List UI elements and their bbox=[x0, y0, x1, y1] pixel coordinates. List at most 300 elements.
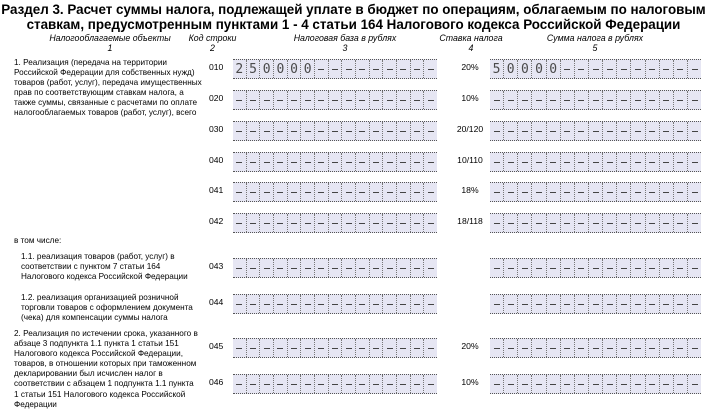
digit-cell bbox=[355, 375, 369, 393]
digit-cell bbox=[300, 339, 314, 357]
digit-cell bbox=[355, 214, 369, 232]
digit-cell bbox=[602, 153, 616, 171]
digit-cell bbox=[503, 183, 517, 201]
digit-cell bbox=[588, 91, 602, 109]
digit-cell bbox=[314, 122, 328, 140]
digit-cell bbox=[560, 122, 574, 140]
digit-cell bbox=[531, 375, 545, 393]
digit-cell bbox=[574, 214, 588, 232]
item-1-description: 1. Реализация (передача на территории Российской Федерации для собственных нужд) товаров (работ, услуг), передача имущественных прав по соответствующим ставкам налога, а также суммы, связанные с расчетами по оплате налогооблагаемых товаров (работ, услуг), всего bbox=[14, 58, 202, 118]
digit-cell bbox=[574, 259, 588, 277]
digit-cell bbox=[503, 153, 517, 171]
item-2-description: 2. Реализация по истечении срока, указанного в абзаце 3 подпункта 1.1 пункта 1 статьи 151 Налогового кодекса Российской Федерации, товаров, в отношении которых при таможенном декларировании был исчислен налог в соответствии с абзацем 1 подпункта 1.1 пункта 1 статьи 151 Налогового кодекса Российской Федерации bbox=[14, 329, 198, 409]
digit-cell bbox=[273, 91, 287, 109]
digit-cell bbox=[287, 214, 301, 232]
digit-cell bbox=[531, 295, 545, 313]
tax-base-field[interactable] bbox=[233, 90, 437, 110]
digit-cell bbox=[659, 214, 673, 232]
tax-base-field[interactable] bbox=[233, 258, 437, 278]
digit-cell bbox=[382, 339, 396, 357]
digit-cell bbox=[273, 259, 287, 277]
digit-cell bbox=[396, 153, 410, 171]
digit-cell bbox=[490, 295, 503, 313]
digit-cell bbox=[616, 60, 630, 78]
digit-cell bbox=[246, 91, 260, 109]
digit-cell bbox=[673, 91, 687, 109]
digit-cell bbox=[369, 214, 383, 232]
digit-cell bbox=[423, 183, 437, 201]
digit-cell bbox=[259, 339, 273, 357]
row-code: 041 bbox=[209, 185, 224, 195]
digit-cell bbox=[410, 375, 424, 393]
digit-cell bbox=[300, 259, 314, 277]
digit-cell bbox=[287, 183, 301, 201]
digit-cell bbox=[630, 214, 644, 232]
digit-cell bbox=[588, 183, 602, 201]
digit-cell bbox=[314, 259, 328, 277]
digit-cell bbox=[645, 122, 659, 140]
digit-cell bbox=[396, 295, 410, 313]
digit-cell bbox=[560, 91, 574, 109]
tax-sum-field[interactable] bbox=[490, 338, 701, 358]
digit-cell bbox=[328, 91, 342, 109]
digit-cell bbox=[423, 375, 437, 393]
digit-cell bbox=[273, 295, 287, 313]
digit-cell bbox=[490, 375, 503, 393]
digit-cell bbox=[382, 259, 396, 277]
tax-base-field[interactable] bbox=[233, 374, 437, 394]
digit-cell bbox=[517, 214, 531, 232]
digit-cell bbox=[341, 375, 355, 393]
digit-cell bbox=[328, 214, 342, 232]
digit-cell bbox=[369, 60, 383, 78]
digit-cell bbox=[503, 375, 517, 393]
row-code: 010 bbox=[209, 62, 224, 72]
digit-cell bbox=[560, 60, 574, 78]
digit-cell bbox=[659, 122, 673, 140]
digit-cell bbox=[531, 214, 545, 232]
digit-cell bbox=[602, 259, 616, 277]
digit-cell bbox=[259, 183, 273, 201]
digit-cell bbox=[382, 153, 396, 171]
digit-cell bbox=[396, 183, 410, 201]
tax-rate: 10/110 bbox=[457, 155, 483, 165]
digit-cell bbox=[616, 183, 630, 201]
digit-cell bbox=[687, 91, 701, 109]
digit-cell bbox=[588, 295, 602, 313]
tax-rate: 20% bbox=[461, 341, 479, 351]
digit-cell bbox=[588, 375, 602, 393]
digit-cell bbox=[630, 295, 644, 313]
digit-cell bbox=[423, 214, 437, 232]
column-header-sum bbox=[520, 33, 670, 53]
digit-cell bbox=[503, 214, 517, 232]
digit-cell bbox=[602, 375, 616, 393]
digit-cell bbox=[423, 295, 437, 313]
digit-cell bbox=[659, 339, 673, 357]
digit-cell bbox=[328, 60, 342, 78]
digit-cell bbox=[287, 259, 301, 277]
digit-cell bbox=[616, 259, 630, 277]
digit-cell bbox=[602, 183, 616, 201]
digit-cell bbox=[341, 295, 355, 313]
column-header-label: Налоговая база в рублях bbox=[293, 33, 397, 43]
digit-cell bbox=[531, 259, 545, 277]
digit-cell bbox=[410, 153, 424, 171]
digit-cell bbox=[410, 295, 424, 313]
digit-cell bbox=[673, 259, 687, 277]
digit-cell bbox=[503, 295, 517, 313]
tax-rate: 18/118 bbox=[457, 216, 483, 226]
digit-cell bbox=[355, 259, 369, 277]
section-title-line-2: ставкам, предусмотренным пунктами 1 - 4 статьи 164 Налогового кодекса Российской Федерации bbox=[26, 17, 681, 32]
digit-cell bbox=[645, 183, 659, 201]
column-header-number: 4 bbox=[468, 43, 474, 53]
digit-cell bbox=[588, 60, 602, 78]
digit-cell bbox=[546, 183, 560, 201]
digit-cell bbox=[546, 153, 560, 171]
digit-cell bbox=[574, 122, 588, 140]
digit-cell bbox=[328, 259, 342, 277]
column-header-number: 5 bbox=[592, 43, 598, 53]
tax-sum-field[interactable] bbox=[490, 121, 701, 141]
digit-cell bbox=[341, 183, 355, 201]
digit-cell bbox=[602, 339, 616, 357]
tax-rate: 18% bbox=[461, 185, 479, 195]
digit-cell bbox=[588, 153, 602, 171]
digit-cell bbox=[328, 295, 342, 313]
tax-rate: 20/120 bbox=[456, 124, 484, 134]
digit-cell bbox=[314, 295, 328, 313]
digit-cell bbox=[233, 259, 246, 277]
digit-cell bbox=[369, 339, 383, 357]
row-code: 045 bbox=[209, 341, 224, 351]
digit-cell bbox=[396, 375, 410, 393]
digit-cell bbox=[546, 91, 560, 109]
digit-cell bbox=[287, 153, 301, 171]
digit-cell bbox=[246, 122, 260, 140]
digit-cell bbox=[259, 375, 273, 393]
tax-base-field[interactable] bbox=[233, 213, 437, 233]
digit-cell bbox=[490, 153, 503, 171]
digit-cell: 0 bbox=[531, 60, 545, 78]
digit-cell bbox=[673, 295, 687, 313]
digit-cell bbox=[503, 122, 517, 140]
digit-cell bbox=[246, 183, 260, 201]
column-header-objects bbox=[30, 33, 190, 53]
tax-base-field[interactable] bbox=[233, 121, 437, 141]
column-header-base bbox=[265, 33, 425, 53]
digit-cell bbox=[602, 214, 616, 232]
digit-cell bbox=[560, 339, 574, 357]
column-header-number: 2 bbox=[210, 43, 215, 53]
digit-cell bbox=[531, 153, 545, 171]
digit-cell bbox=[602, 122, 616, 140]
digit-cell bbox=[410, 122, 424, 140]
digit-cell bbox=[396, 259, 410, 277]
digit-cell bbox=[517, 259, 531, 277]
digit-cell: 0 bbox=[517, 60, 531, 78]
digit-cell bbox=[659, 375, 673, 393]
digit-cell bbox=[259, 122, 273, 140]
digit-cell bbox=[687, 375, 701, 393]
digit-cell bbox=[233, 153, 246, 171]
tax-sum-field[interactable] bbox=[490, 213, 701, 233]
digit-cell bbox=[341, 153, 355, 171]
digit-cell bbox=[396, 91, 410, 109]
digit-cell bbox=[645, 375, 659, 393]
digit-cell bbox=[423, 91, 437, 109]
digit-cell bbox=[233, 122, 246, 140]
tax-sum-field[interactable] bbox=[490, 182, 701, 202]
digit-cell bbox=[259, 259, 273, 277]
digit-cell bbox=[423, 122, 437, 140]
digit-cell bbox=[341, 259, 355, 277]
digit-cell bbox=[687, 214, 701, 232]
digit-cell bbox=[396, 339, 410, 357]
digit-cell bbox=[687, 153, 701, 171]
tax-sum-field[interactable] bbox=[490, 294, 701, 314]
digit-cell bbox=[300, 91, 314, 109]
digit-cell bbox=[382, 375, 396, 393]
digit-cell bbox=[382, 214, 396, 232]
digit-cell: 5 bbox=[492, 61, 501, 77]
digit-cell bbox=[560, 375, 574, 393]
digit-cell bbox=[490, 91, 503, 109]
digit-cell bbox=[616, 122, 630, 140]
digit-cell bbox=[314, 91, 328, 109]
digit-cell bbox=[355, 153, 369, 171]
digit-cell bbox=[574, 375, 588, 393]
digit-cell bbox=[287, 339, 301, 357]
digit-cell bbox=[490, 122, 503, 140]
digit-cell bbox=[341, 339, 355, 357]
digit-cell bbox=[531, 122, 545, 140]
digit-cell bbox=[630, 91, 644, 109]
digit-cell: 0 bbox=[259, 60, 273, 78]
digit-cell bbox=[588, 339, 602, 357]
digit-cell bbox=[396, 214, 410, 232]
digit-cell bbox=[630, 122, 644, 140]
digit-cell bbox=[560, 214, 574, 232]
tax-rate: 10% bbox=[461, 377, 479, 387]
digit-cell bbox=[630, 259, 644, 277]
digit-cell bbox=[259, 295, 273, 313]
digit-cell bbox=[602, 295, 616, 313]
digit-cell bbox=[287, 375, 301, 393]
digit-cell bbox=[517, 91, 531, 109]
digit-cell bbox=[560, 259, 574, 277]
digit-cell bbox=[259, 91, 273, 109]
digit-cell bbox=[687, 60, 701, 78]
digit-cell bbox=[300, 122, 314, 140]
digit-cell bbox=[687, 259, 701, 277]
digit-cell bbox=[369, 122, 383, 140]
digit-cell bbox=[341, 91, 355, 109]
digit-cell bbox=[369, 91, 383, 109]
digit-cell bbox=[616, 214, 630, 232]
digit-cell bbox=[300, 183, 314, 201]
digit-cell bbox=[560, 153, 574, 171]
digit-cell bbox=[673, 339, 687, 357]
digit-cell bbox=[574, 295, 588, 313]
digit-cell bbox=[546, 122, 560, 140]
digit-cell: 0 bbox=[300, 60, 314, 78]
tax-base-field[interactable] bbox=[233, 338, 437, 358]
item-1-2-description: 1.2. реализация организацией розничной торговли товаров с оформлением документа (чека) для компенсации суммы налога bbox=[21, 293, 193, 323]
digit-cell bbox=[630, 60, 644, 78]
digit-cell bbox=[328, 153, 342, 171]
digit-cell bbox=[574, 60, 588, 78]
digit-cell bbox=[314, 214, 328, 232]
digit-cell bbox=[410, 91, 424, 109]
digit-cell bbox=[273, 214, 287, 232]
digit-cell bbox=[659, 259, 673, 277]
digit-cell bbox=[246, 214, 260, 232]
digit-cell bbox=[616, 375, 630, 393]
digit-cell bbox=[673, 183, 687, 201]
digit-cell bbox=[273, 183, 287, 201]
digit-cell bbox=[687, 339, 701, 357]
digit-cell bbox=[287, 295, 301, 313]
digit-cell bbox=[659, 60, 673, 78]
digit-cell bbox=[602, 60, 616, 78]
digit-cell bbox=[517, 295, 531, 313]
digit-cell bbox=[546, 339, 560, 357]
digit-cell bbox=[616, 91, 630, 109]
digit-cell bbox=[410, 259, 424, 277]
digit-cell bbox=[490, 183, 503, 201]
digit-cell bbox=[396, 60, 410, 78]
digit-cell: 0 bbox=[546, 60, 560, 78]
digit-cell bbox=[233, 214, 246, 232]
digit-cell bbox=[645, 60, 659, 78]
digit-cell bbox=[517, 122, 531, 140]
digit-cell bbox=[233, 91, 246, 109]
digit-cell bbox=[645, 295, 659, 313]
digit-cell bbox=[560, 295, 574, 313]
digit-cell bbox=[616, 153, 630, 171]
digit-cell: 0 bbox=[287, 60, 301, 78]
digit-cell bbox=[673, 375, 687, 393]
tax-sum-field[interactable] bbox=[490, 59, 701, 79]
digit-cell bbox=[300, 295, 314, 313]
digit-cell bbox=[490, 339, 503, 357]
digit-cell bbox=[273, 153, 287, 171]
tax-base-field[interactable] bbox=[233, 152, 437, 172]
digit-cell bbox=[588, 214, 602, 232]
tax-sum-field[interactable] bbox=[490, 374, 701, 394]
digit-cell bbox=[423, 60, 437, 78]
digit-cell: 0 bbox=[503, 60, 517, 78]
digit-cell bbox=[645, 339, 659, 357]
digit-cell bbox=[531, 91, 545, 109]
digit-cell bbox=[355, 295, 369, 313]
in-that-number-label: в том числе: bbox=[14, 236, 62, 245]
tax-base-field[interactable] bbox=[233, 294, 437, 314]
digit-cell bbox=[369, 259, 383, 277]
digit-cell bbox=[588, 122, 602, 140]
digit-cell bbox=[355, 122, 369, 140]
digit-cell bbox=[503, 259, 517, 277]
digit-cell bbox=[687, 122, 701, 140]
digit-cell: 2 bbox=[235, 61, 244, 77]
digit-cell bbox=[369, 295, 383, 313]
tax-sum-field[interactable] bbox=[490, 258, 701, 278]
digit-cell bbox=[233, 339, 246, 357]
item-1-1-description: 1.1. реализация товаров (работ, услуг) в соответствии с пунктом 7 статьи 164 Налогового кодекса Российской Федерации bbox=[21, 252, 188, 282]
digit-cell bbox=[369, 153, 383, 171]
digit-cell bbox=[687, 183, 701, 201]
digit-cell bbox=[410, 60, 424, 78]
digit-cell bbox=[314, 339, 328, 357]
digit-cell bbox=[273, 375, 287, 393]
digit-cell bbox=[659, 183, 673, 201]
tax-base-field[interactable] bbox=[233, 59, 437, 79]
digit-cell bbox=[546, 375, 560, 393]
digit-cell bbox=[616, 295, 630, 313]
digit-cell bbox=[355, 91, 369, 109]
digit-cell bbox=[273, 339, 287, 357]
digit-cell: 5 bbox=[246, 60, 260, 78]
tax-sum-field[interactable] bbox=[490, 152, 701, 172]
digit-cell bbox=[246, 259, 260, 277]
digit-cell bbox=[546, 214, 560, 232]
digit-cell bbox=[490, 214, 503, 232]
digit-cell bbox=[630, 183, 644, 201]
digit-cell bbox=[574, 183, 588, 201]
digit-cell bbox=[369, 375, 383, 393]
digit-cell bbox=[355, 183, 369, 201]
digit-cell bbox=[546, 259, 560, 277]
digit-cell bbox=[517, 183, 531, 201]
column-header-rate bbox=[432, 33, 510, 53]
digit-cell: 0 bbox=[273, 60, 287, 78]
digit-cell bbox=[574, 91, 588, 109]
digit-cell bbox=[531, 183, 545, 201]
digit-cell bbox=[300, 375, 314, 393]
digit-cell bbox=[503, 91, 517, 109]
digit-cell bbox=[233, 183, 246, 201]
digit-cell bbox=[423, 339, 437, 357]
digit-cell bbox=[630, 375, 644, 393]
digit-cell bbox=[645, 91, 659, 109]
tax-sum-field[interactable] bbox=[490, 90, 701, 110]
tax-base-field[interactable] bbox=[233, 182, 437, 202]
column-header-number: 1 bbox=[107, 43, 113, 53]
digit-cell bbox=[314, 183, 328, 201]
digit-cell bbox=[423, 259, 437, 277]
digit-cell bbox=[341, 60, 355, 78]
digit-cell bbox=[328, 122, 342, 140]
digit-cell bbox=[659, 91, 673, 109]
digit-cell bbox=[490, 259, 503, 277]
digit-cell bbox=[314, 60, 328, 78]
digit-cell bbox=[517, 375, 531, 393]
digit-cell bbox=[369, 183, 383, 201]
row-code: 040 bbox=[209, 155, 224, 165]
tax-rate: 10% bbox=[461, 93, 479, 103]
section-title bbox=[0, 2, 707, 32]
digit-cell bbox=[355, 60, 369, 78]
digit-cell bbox=[673, 122, 687, 140]
digit-cell bbox=[273, 122, 287, 140]
column-header-label: Код строки bbox=[188, 33, 237, 43]
digit-cell bbox=[382, 183, 396, 201]
digit-cell bbox=[233, 375, 246, 393]
row-code: 043 bbox=[209, 261, 224, 271]
digit-cell bbox=[503, 339, 517, 357]
